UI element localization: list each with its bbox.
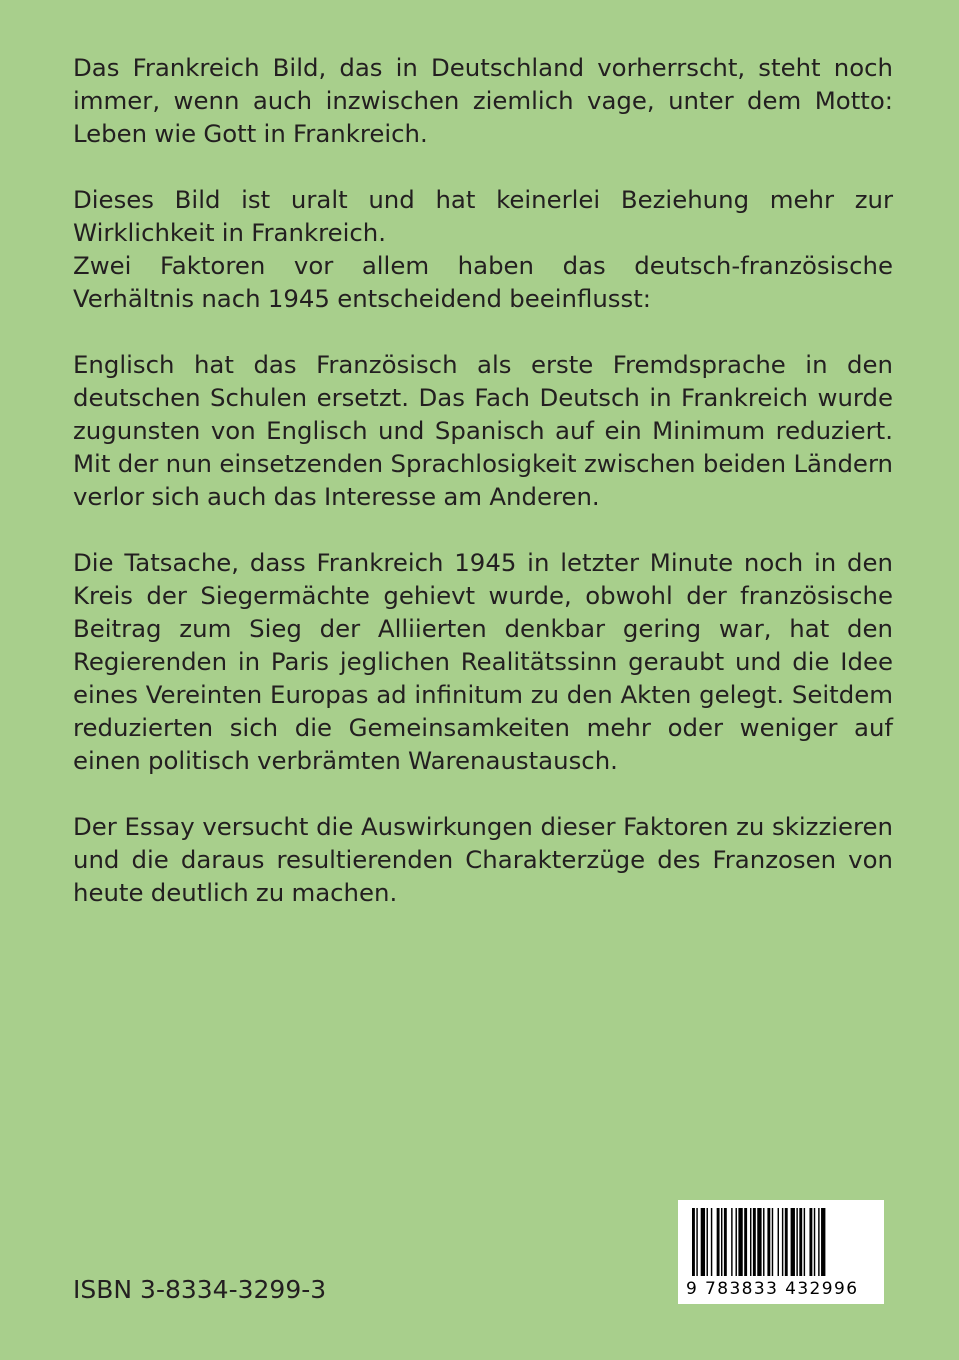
isbn-label: ISBN 3-8334-3299-3 [73,1275,327,1304]
barcode-bar [750,1208,751,1276]
blurb-text [73,51,893,909]
barcode-bar [782,1208,783,1276]
barcode-bar [772,1208,773,1276]
barcode-bar [799,1208,802,1276]
barcode-bars [692,1208,872,1276]
paragraph-spacer [73,777,893,810]
barcode [678,1200,884,1304]
paragraph-two-factors: Zwei Faktoren vor allem haben das deutsch-französische Verhältnis nach 1945 entscheidend beeinflusst: [73,251,893,313]
paragraph-spacer [73,150,893,183]
barcode-bar [692,1208,695,1276]
barcode-bar [778,1208,779,1276]
paragraph-spacer [73,513,893,546]
barcode-bar [717,1208,720,1276]
barcode-bar [736,1208,737,1276]
barcode-bar [696,1208,697,1276]
barcode-bar [821,1208,825,1276]
paragraph-intro: Das Frankreich Bild, das in Deutschland vorherrscht, steht noch immer, wenn auch inzwischen ziemlich vage, unter dem Motto: Leben wie Gott in Frankreich. [73,53,893,148]
barcode-bar [804,1208,805,1276]
barcode-bar [767,1208,770,1276]
barcode-bar [731,1208,732,1276]
barcode-bar [785,1208,788,1276]
barcode-bar [791,1208,795,1276]
barcode-bar [721,1208,722,1276]
barcode-bar [757,1208,761,1276]
paragraph-victors: Die Tatsache, dass Frankreich 1945 in letzter Minute noch in den Kreis der Siegermächte gehievt wurde, obwohl der französische Beitrag zum Sieg der Alliierten denkbar gering war, hat den Regierenden in Paris jeglichen Realitätssinn geraubt und die Idee eines Vereinten Europas ad infinitum zu den Akten gelegt. Seitdem reduzierten sich die Gemeinsamkeiten mehr oder weniger auf einen politisch verbrämten Warenaustausch. [73,548,893,775]
paragraph-spacer [73,315,893,348]
barcode-bar [724,1208,727,1276]
barcode-bar [738,1208,742,1276]
barcode-bar [818,1208,819,1276]
barcode-bar [809,1208,812,1276]
paragraph-language: Englisch hat das Französisch als erste Fremdsprache in den deutschen Schulen ersetzt. Das Fach Deutsch in Frankreich wurde zugunsten von Englisch und Spanisch auf ein Minimum reduziert. Mit der nun einsetzenden Sprachlosigkeit zwischen beiden Ländern verlor sich auch das Interesse am Anderen. [73,350,893,511]
barcode-bar [763,1208,764,1276]
barcode-digits: 9 783833 432996 [686,1279,859,1299]
barcode-bar [814,1208,815,1276]
paragraph-essay-summary: Der Essay versucht die Auswirkungen dieser Faktoren zu skizzieren und die daraus resultierenden Charakterzüge des Franzosen von heute deutlich zu machen. [73,812,893,907]
barcode-bar [701,1208,705,1276]
barcode-bar [707,1208,708,1276]
barcode-bar [753,1208,756,1276]
barcode-bar [796,1208,797,1276]
paragraph-image-outdated: Dieses Bild ist uralt und hat keinerlei Beziehung mehr zur Wirklichkeit in Frankreich. [73,185,893,247]
barcode-bar [711,1208,712,1276]
barcode-bar [744,1208,747,1276]
